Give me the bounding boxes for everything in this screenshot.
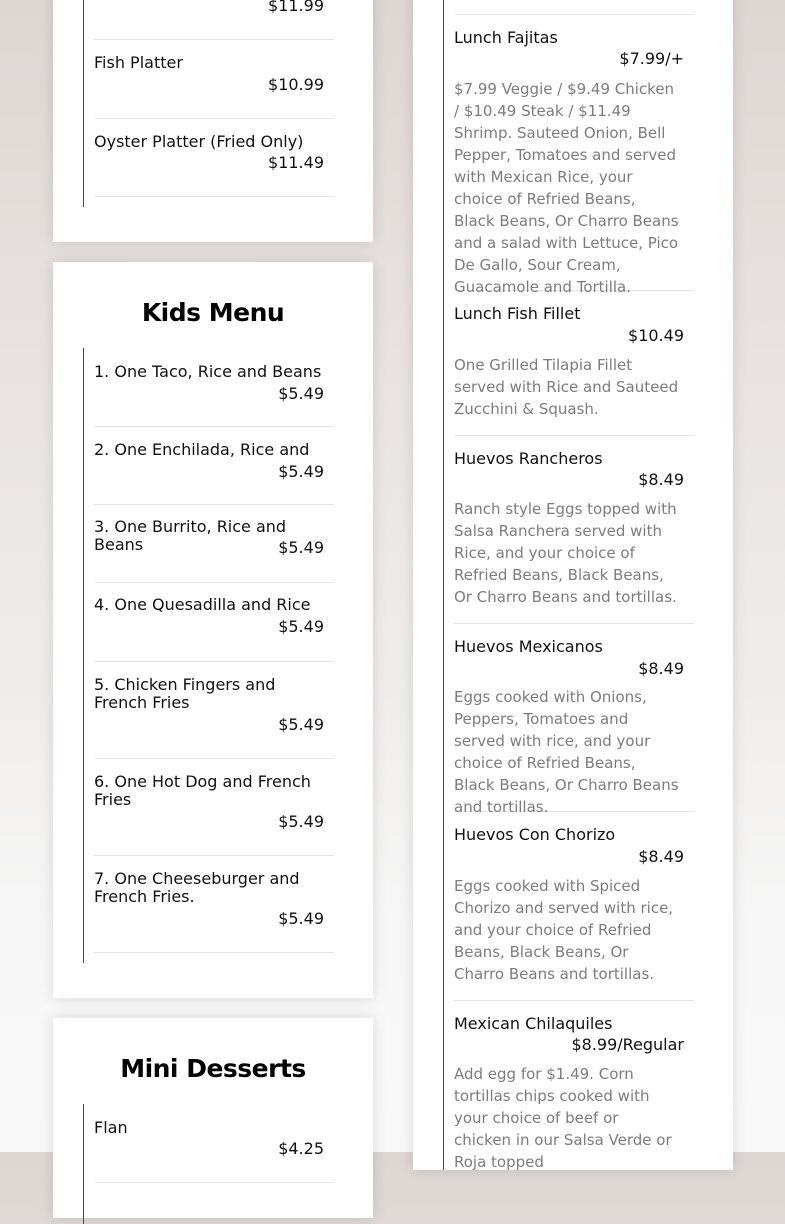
mini-desserts-list — [83, 1104, 324, 1224]
menu-item[interactable] — [454, 291, 694, 436]
item-price: $4.25 — [278, 1139, 324, 1158]
item-price: $8.49 — [638, 470, 684, 489]
item-name: 1. One Taco, Rice and Beans — [94, 362, 322, 381]
item-name: Mexican Chilaquiles — [454, 1014, 613, 1033]
mini-desserts-card — [53, 1018, 373, 1218]
item-price: $5.49 — [278, 909, 324, 928]
item-name: 5. Chicken Fingers and French Fries — [94, 675, 276, 712]
seafood-list — [83, 0, 324, 207]
item-description: Add egg for $1.49. Corn tortillas chips cooked with your choice of beef or chicken in our Salsa Verde or Roja topped — [454, 1065, 672, 1171]
lunch-menu-list — [443, 0, 684, 1171]
item-name: Lunch Fajitas — [454, 28, 558, 47]
item-name: Lunch Fish Fillet — [454, 304, 581, 323]
seafood-card — [53, 0, 373, 242]
menu-item[interactable] — [94, 583, 334, 662]
item-description: Eggs cooked with Spiced Chorizo and served with rice, and your choice of Refried Beans, Black Beans, Or Charro Beans and tortillas. — [454, 877, 674, 983]
menu-item[interactable] — [454, 15, 694, 296]
item-name: 4. One Quesadilla and Rice — [94, 595, 311, 614]
menu-item[interactable] — [94, 0, 334, 40]
item-price: $11.99 — [268, 0, 324, 15]
item-price: $7.99/+ — [619, 49, 684, 68]
item-name: Huevos Mexicanos — [454, 637, 603, 656]
item-name: 7. One Cheeseburger and French Fries. — [94, 869, 300, 906]
item-name: 6. One Hot Dog and French Fries — [94, 772, 311, 809]
item-name: 2. One Enchilada, Rice and — [94, 440, 310, 459]
kids-menu-list — [83, 348, 324, 963]
menu-item[interactable] — [94, 119, 334, 197]
kids-menu-card — [53, 262, 373, 998]
item-price: $5.49 — [278, 715, 324, 734]
menu-item[interactable] — [94, 427, 334, 505]
mini-desserts-title: Mini Desserts — [120, 1054, 306, 1083]
menu-item[interactable] — [94, 662, 334, 759]
item-price: $8.49 — [638, 847, 684, 866]
item-price: $11.49 — [268, 153, 324, 172]
item-name: Flan — [94, 1118, 128, 1137]
item-name: Huevos Rancheros — [454, 449, 603, 468]
kids-menu-title: Kids Menu — [141, 298, 285, 327]
lunch-menu-card — [413, 0, 733, 1170]
item-price: $5.49 — [278, 462, 324, 481]
item-description: $7.99 Veggie / $9.49 Chicken / $10.49 Steak / $11.49 Shrimp. Sauteed Onion, Bell Pepper, Tomatoes and served with Mexican Rice, your choice of Refried Beans, Black Beans, Or Charro Beans and a salad with Lettuce, Pico De Gallo, Sour Cream, Guacamole and Tortilla. — [454, 80, 679, 296]
item-price: $5.49 — [278, 384, 324, 403]
menu-item[interactable] — [94, 348, 334, 427]
item-description: Ranch style Eggs topped with Salsa Ranchera served with Rice, and your choice of Refried Beans, Black Beans, Or Charro Beans and tortillas. — [454, 500, 677, 606]
item-name: 3. One Burrito, Rice and Beans — [94, 517, 287, 554]
item-price: $10.49 — [628, 326, 684, 345]
item-price: $5.49 — [278, 538, 324, 557]
item-price: $8.99/Regular — [571, 1035, 684, 1054]
menu-item[interactable] — [94, 1104, 334, 1183]
menu-item[interactable] — [454, 812, 694, 1001]
item-price: $8.49 — [638, 659, 684, 678]
menu-item[interactable] — [94, 505, 334, 583]
item-price: $5.49 — [278, 617, 324, 636]
menu-item[interactable] — [454, 624, 694, 816]
menu-item[interactable] — [94, 759, 334, 856]
item-name: Huevos Con Chorizo — [454, 825, 616, 844]
item-price: $10.99 — [268, 75, 324, 94]
item-price: $5.49 — [278, 812, 324, 831]
item-description: One Grilled Tilapia Fillet served with Rice and Sauteed Zucchini & Squash. — [454, 356, 679, 418]
item-description: Eggs cooked with Onions, Peppers, Tomatoes and served with rice, and your choice of Refried Beans, Black Beans, Or Charro Beans and tortillas. — [454, 688, 679, 816]
item-name: Oyster Platter (Fried Only) — [94, 132, 304, 151]
menu-item[interactable] — [94, 40, 334, 119]
menu-item[interactable] — [454, 1001, 694, 1181]
menu-item[interactable] — [454, 436, 694, 624]
item-name: Fish Platter — [94, 53, 183, 72]
menu-item[interactable] — [94, 856, 334, 953]
list-top-divider — [454, 0, 694, 15]
